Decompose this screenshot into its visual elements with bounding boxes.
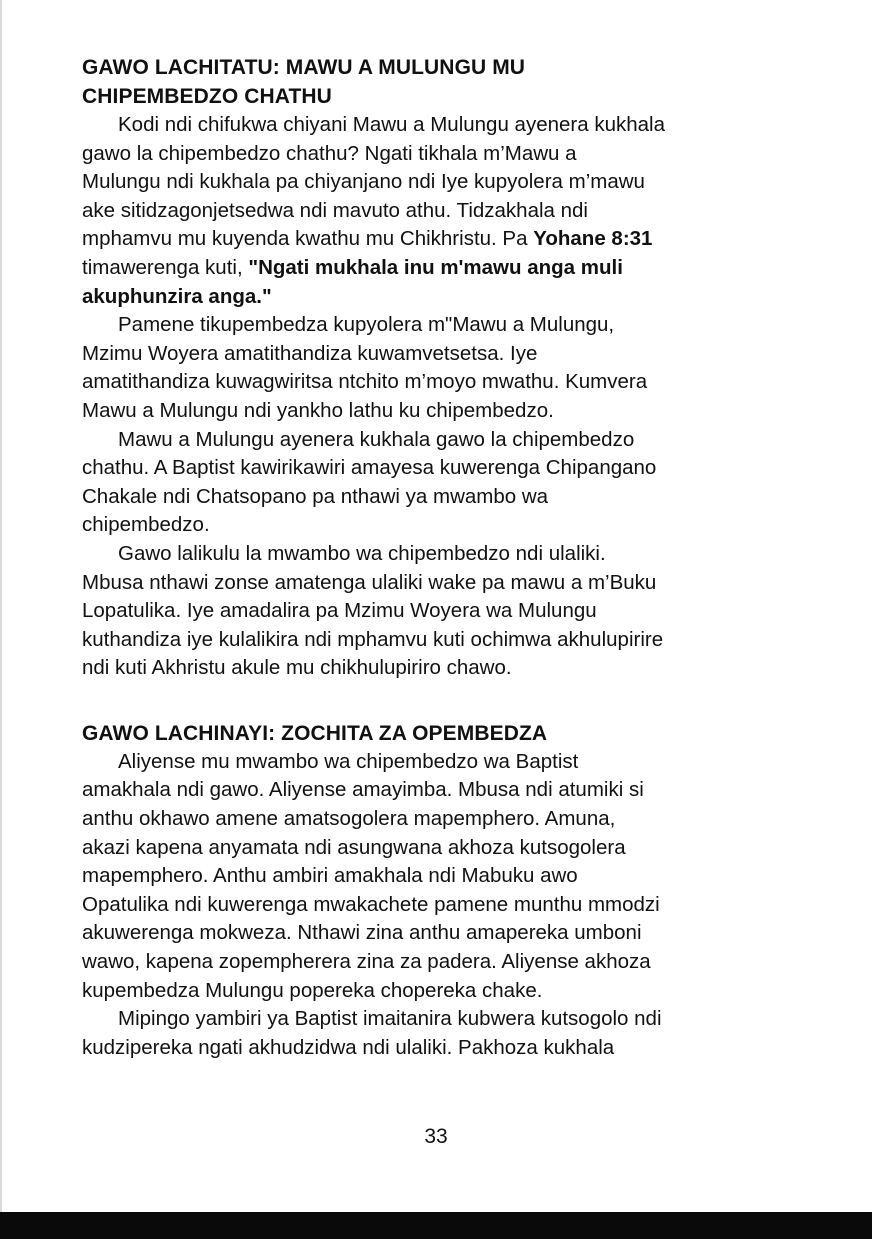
heading-line: GAWO LACHITATU: MAWU A MULUNGU MU: [82, 56, 526, 79]
text-line: kuthandiza iye kulalikira ndi mphamvu kuti ochimwa akhulupirire: [82, 627, 664, 651]
text-line: gawo la chipembedzo chathu? Ngati tikhala m’Mawu a: [82, 141, 577, 165]
scan-border: [0, 1212, 872, 1239]
text-line: mapemphero. Anthu ambiri amakhala ndi Mabuku awo: [82, 864, 578, 888]
text-run: mphamvu mu kuyenda kwathu mu Chikhristu. Pa: [82, 227, 534, 251]
paragraph: [82, 426, 802, 540]
text-line: Mawu a Mulungu ndi yankho lathu ku chipembedzo.: [82, 398, 554, 422]
text-line: Mbusa nthawi zonse amatenga ulaliki wake pa mawu a m’Buku: [82, 570, 657, 594]
paragraph: [82, 1005, 802, 1062]
page-number: 33: [424, 1125, 448, 1148]
text-line: ndi kuti Akhristu akule mu chikhulupiriro chawo.: [82, 656, 512, 680]
text-line: wawo, kapena zopempherera zina za padera. Aliyense akhoza: [82, 950, 651, 974]
text-line: [82, 254, 802, 283]
paragraph: [82, 111, 802, 311]
text-line: Pamene tikupembedza kupyolera m"Mawu a Mulungu,: [118, 313, 615, 337]
text-line: Kodi ndi chifukwa chiyani Mawu a Mulungu ayenera kukhala: [118, 113, 665, 136]
section-heading-chitatu: [82, 53, 802, 111]
text-line: Chakale ndi Chatsopano pa nthawi ya mwambo wa: [82, 484, 549, 508]
text-line: kudzipereka ngati akhudzidwa ndi ulaliki. Pakhoza kukhala: [82, 1035, 615, 1059]
text-line: amatithandiza kuwagwiritsa ntchito m’moyo mwathu. Kumvera: [82, 370, 648, 394]
scripture-quote: akuphunzira anga.": [82, 284, 272, 308]
scripture-reference: Yohane 8:31: [533, 227, 653, 251]
text-line: Mipingo yambiri ya Baptist imaitanira kubwera kutsogolo ndi: [118, 1007, 662, 1031]
paragraph: [82, 540, 802, 683]
page-edge: [0, 0, 2, 1239]
section-heading-chinayi: [82, 719, 802, 748]
text-line: kupembedza Mulungu popereka chopereka chake.: [82, 978, 543, 1002]
text-line: anthu okhawo amene amatsogolera mapemphero. Amuna,: [82, 807, 616, 831]
text-line: ake sitidzagonjetsedwa ndi mavuto athu. Tidzakhala ndi: [82, 198, 588, 222]
text-run: timawerenga kuti,: [82, 255, 249, 279]
text-line: akuwerenga mokweza. Nthawi zina anthu amapereka umboni: [82, 921, 642, 945]
text-line: Mulungu ndi kukhala pa chiyanjano ndi Iye kupyolera m’mawu: [82, 170, 645, 194]
heading-line: CHIPEMBEDZO CHATHU: [82, 85, 332, 108]
text-line: chathu. A Baptist kawirikawiri amayesa kuwerenga Chipangano: [82, 456, 657, 480]
text-line: Mawu a Mulungu ayenera kukhala gawo la chipembedzo: [118, 427, 635, 451]
text-line: Lopatulika. Iye amadalira pa Mzimu Woyera wa Mulungu: [82, 599, 597, 623]
page-content: [82, 53, 802, 1062]
text-line: akazi kapena anyamata ndi asungwana akhoza kutsogolera: [82, 835, 626, 859]
paragraph: [82, 311, 802, 425]
text-line: Gawo lalikulu la mwambo wa chipembedzo ndi ulaliki.: [118, 541, 606, 565]
paragraph: [82, 748, 802, 1005]
text-line: chipembedzo.: [82, 513, 210, 537]
scripture-quote: "Ngati mukhala inu m'mawu anga muli: [248, 255, 623, 279]
text-line: Opatulika ndi kuwerenga mwakachete pamene munthu mmodzi: [82, 892, 660, 916]
text-line: amakhala ndi gawo. Aliyense amayimba. Mbusa ndi atumiki si: [82, 778, 644, 802]
text-line: Aliyense mu mwambo wa chipembedzo wa Baptist: [118, 749, 579, 773]
heading-line: GAWO LACHINAYI: ZOCHITA ZA OPEMBEDZA: [82, 721, 548, 745]
text-line: [82, 225, 802, 254]
text-line: Mzimu Woyera amatithandiza kuwamvetsetsa. Iye: [82, 341, 538, 365]
